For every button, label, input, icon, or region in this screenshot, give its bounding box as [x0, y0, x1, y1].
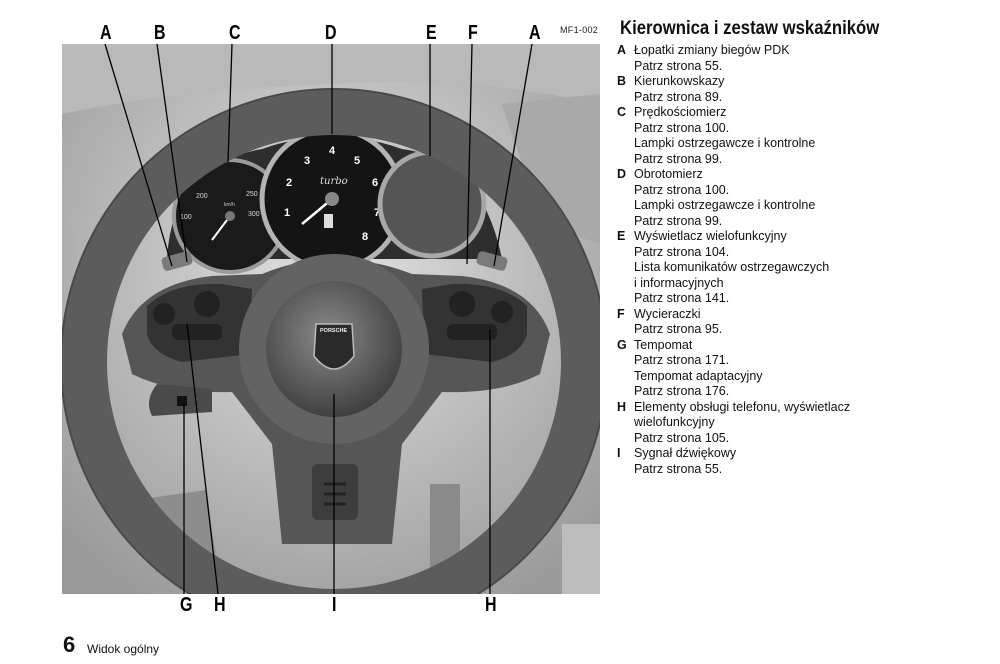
legend-line: Patrz strona 104.: [634, 244, 730, 259]
callout-e: E: [426, 22, 437, 44]
legend-line: Patrz strona 105.: [634, 430, 730, 445]
speedo-unit-label: km/h: [224, 202, 235, 208]
legend-line: Tempomat adaptacyjny: [634, 368, 763, 383]
legend-entry-i: [617, 446, 987, 477]
callout-i: I: [332, 594, 337, 616]
legend-key: I: [617, 446, 621, 460]
legend-line: Patrz strona 141.: [634, 291, 730, 305]
legend-line: Patrz strona 55.: [634, 461, 723, 476]
legend-line: Patrz strona 95.: [634, 322, 723, 336]
legend-line: Tempomat: [634, 337, 693, 352]
footer-section-name: Widok ogólny: [87, 642, 160, 656]
legend-key: G: [617, 337, 627, 352]
legend-key: B: [617, 74, 627, 88]
legend-key: H: [617, 399, 627, 414]
legend-line: Patrz strona 171.: [634, 353, 730, 367]
legend-entry-h: [617, 400, 987, 447]
legend-line: Patrz strona 100.: [634, 120, 730, 135]
legend-line: wielofunkcyjny: [634, 415, 715, 429]
callout-a-right: A: [529, 22, 541, 44]
tach-number-4: 4: [329, 145, 336, 157]
legend-line: i informacyjnych: [634, 275, 724, 290]
legend-entry-e: [617, 229, 987, 307]
legend-line: Obrotomierz: [634, 167, 703, 181]
callout-f: F: [468, 22, 478, 44]
legend-line: Lampki ostrzegawcze i kontrolne: [634, 136, 816, 150]
legend-key: A: [617, 43, 627, 57]
callout-h-left: H: [214, 594, 226, 616]
tach-number-6: 6: [372, 177, 379, 189]
legend-list: [617, 43, 987, 477]
tach-number-3: 3: [304, 155, 311, 167]
legend-line: Patrz strona 55.: [634, 58, 723, 73]
legend-key: E: [617, 229, 626, 243]
turbo-script: turbo: [320, 176, 348, 187]
svg-text:200: 200: [196, 193, 208, 200]
section-title: Kierownica i zestaw wskaźników: [620, 18, 880, 39]
callout-b: B: [154, 22, 166, 44]
legend-line: Sygnał dźwiękowy: [634, 446, 737, 460]
porsche-logo-text: PORSCHE: [320, 328, 348, 334]
legend-line: Łopatki zmiany biegów PDK: [634, 43, 790, 57]
legend-key: C: [617, 105, 627, 119]
callout-h-right: H: [485, 594, 497, 616]
steering-wheel-illustration: [62, 44, 600, 594]
legend-entry-c: [617, 105, 987, 167]
legend-line: Patrz strona 176.: [634, 384, 730, 398]
legend-line: Patrz strona 89.: [634, 89, 723, 104]
legend-line: Wyświetlacz wielofunkcyjny: [634, 229, 787, 243]
legend-entry-a: [617, 43, 987, 74]
callout-g: G: [180, 594, 193, 616]
callout-a-left: A: [100, 22, 112, 44]
legend-line: Lista komunikatów ostrzegawczych: [634, 260, 830, 274]
legend-line: Patrz strona 99.: [634, 213, 723, 228]
legend-line: Lampki ostrzegawcze i kontrolne: [634, 198, 816, 212]
legend-entry-d: [617, 167, 987, 229]
legend-line: Patrz strona 99.: [634, 151, 723, 166]
callout-c: C: [229, 22, 241, 44]
legend-key: F: [617, 306, 625, 321]
tach-number-2: 2: [286, 177, 293, 189]
legend-line: Prędkościomierz: [634, 105, 727, 119]
legend-key: D: [617, 167, 627, 181]
legend-entry-g: [617, 338, 987, 400]
figure-id: MF1-002: [560, 25, 599, 35]
legend-line: Elementy obsługi telefonu, wyświetlacz: [634, 399, 851, 414]
svg-text:100: 100: [180, 214, 192, 221]
legend-line: Patrz strona 100.: [634, 182, 730, 197]
legend-entry-b: [617, 74, 987, 105]
page-number: 6: [63, 632, 76, 657]
tach-number-8: 8: [362, 231, 369, 243]
tach-number-7: 7: [374, 207, 381, 219]
callout-d: D: [325, 22, 337, 44]
legend-entry-f: [617, 307, 987, 338]
svg-text:250: 250: [246, 191, 258, 198]
svg-text:300: 300: [248, 211, 260, 218]
legend-line: Kierunkowskazy: [634, 74, 725, 88]
legend-line: Wycieraczki: [634, 306, 701, 321]
tach-number-5: 5: [354, 155, 361, 167]
tach-number-1: 1: [284, 207, 291, 219]
